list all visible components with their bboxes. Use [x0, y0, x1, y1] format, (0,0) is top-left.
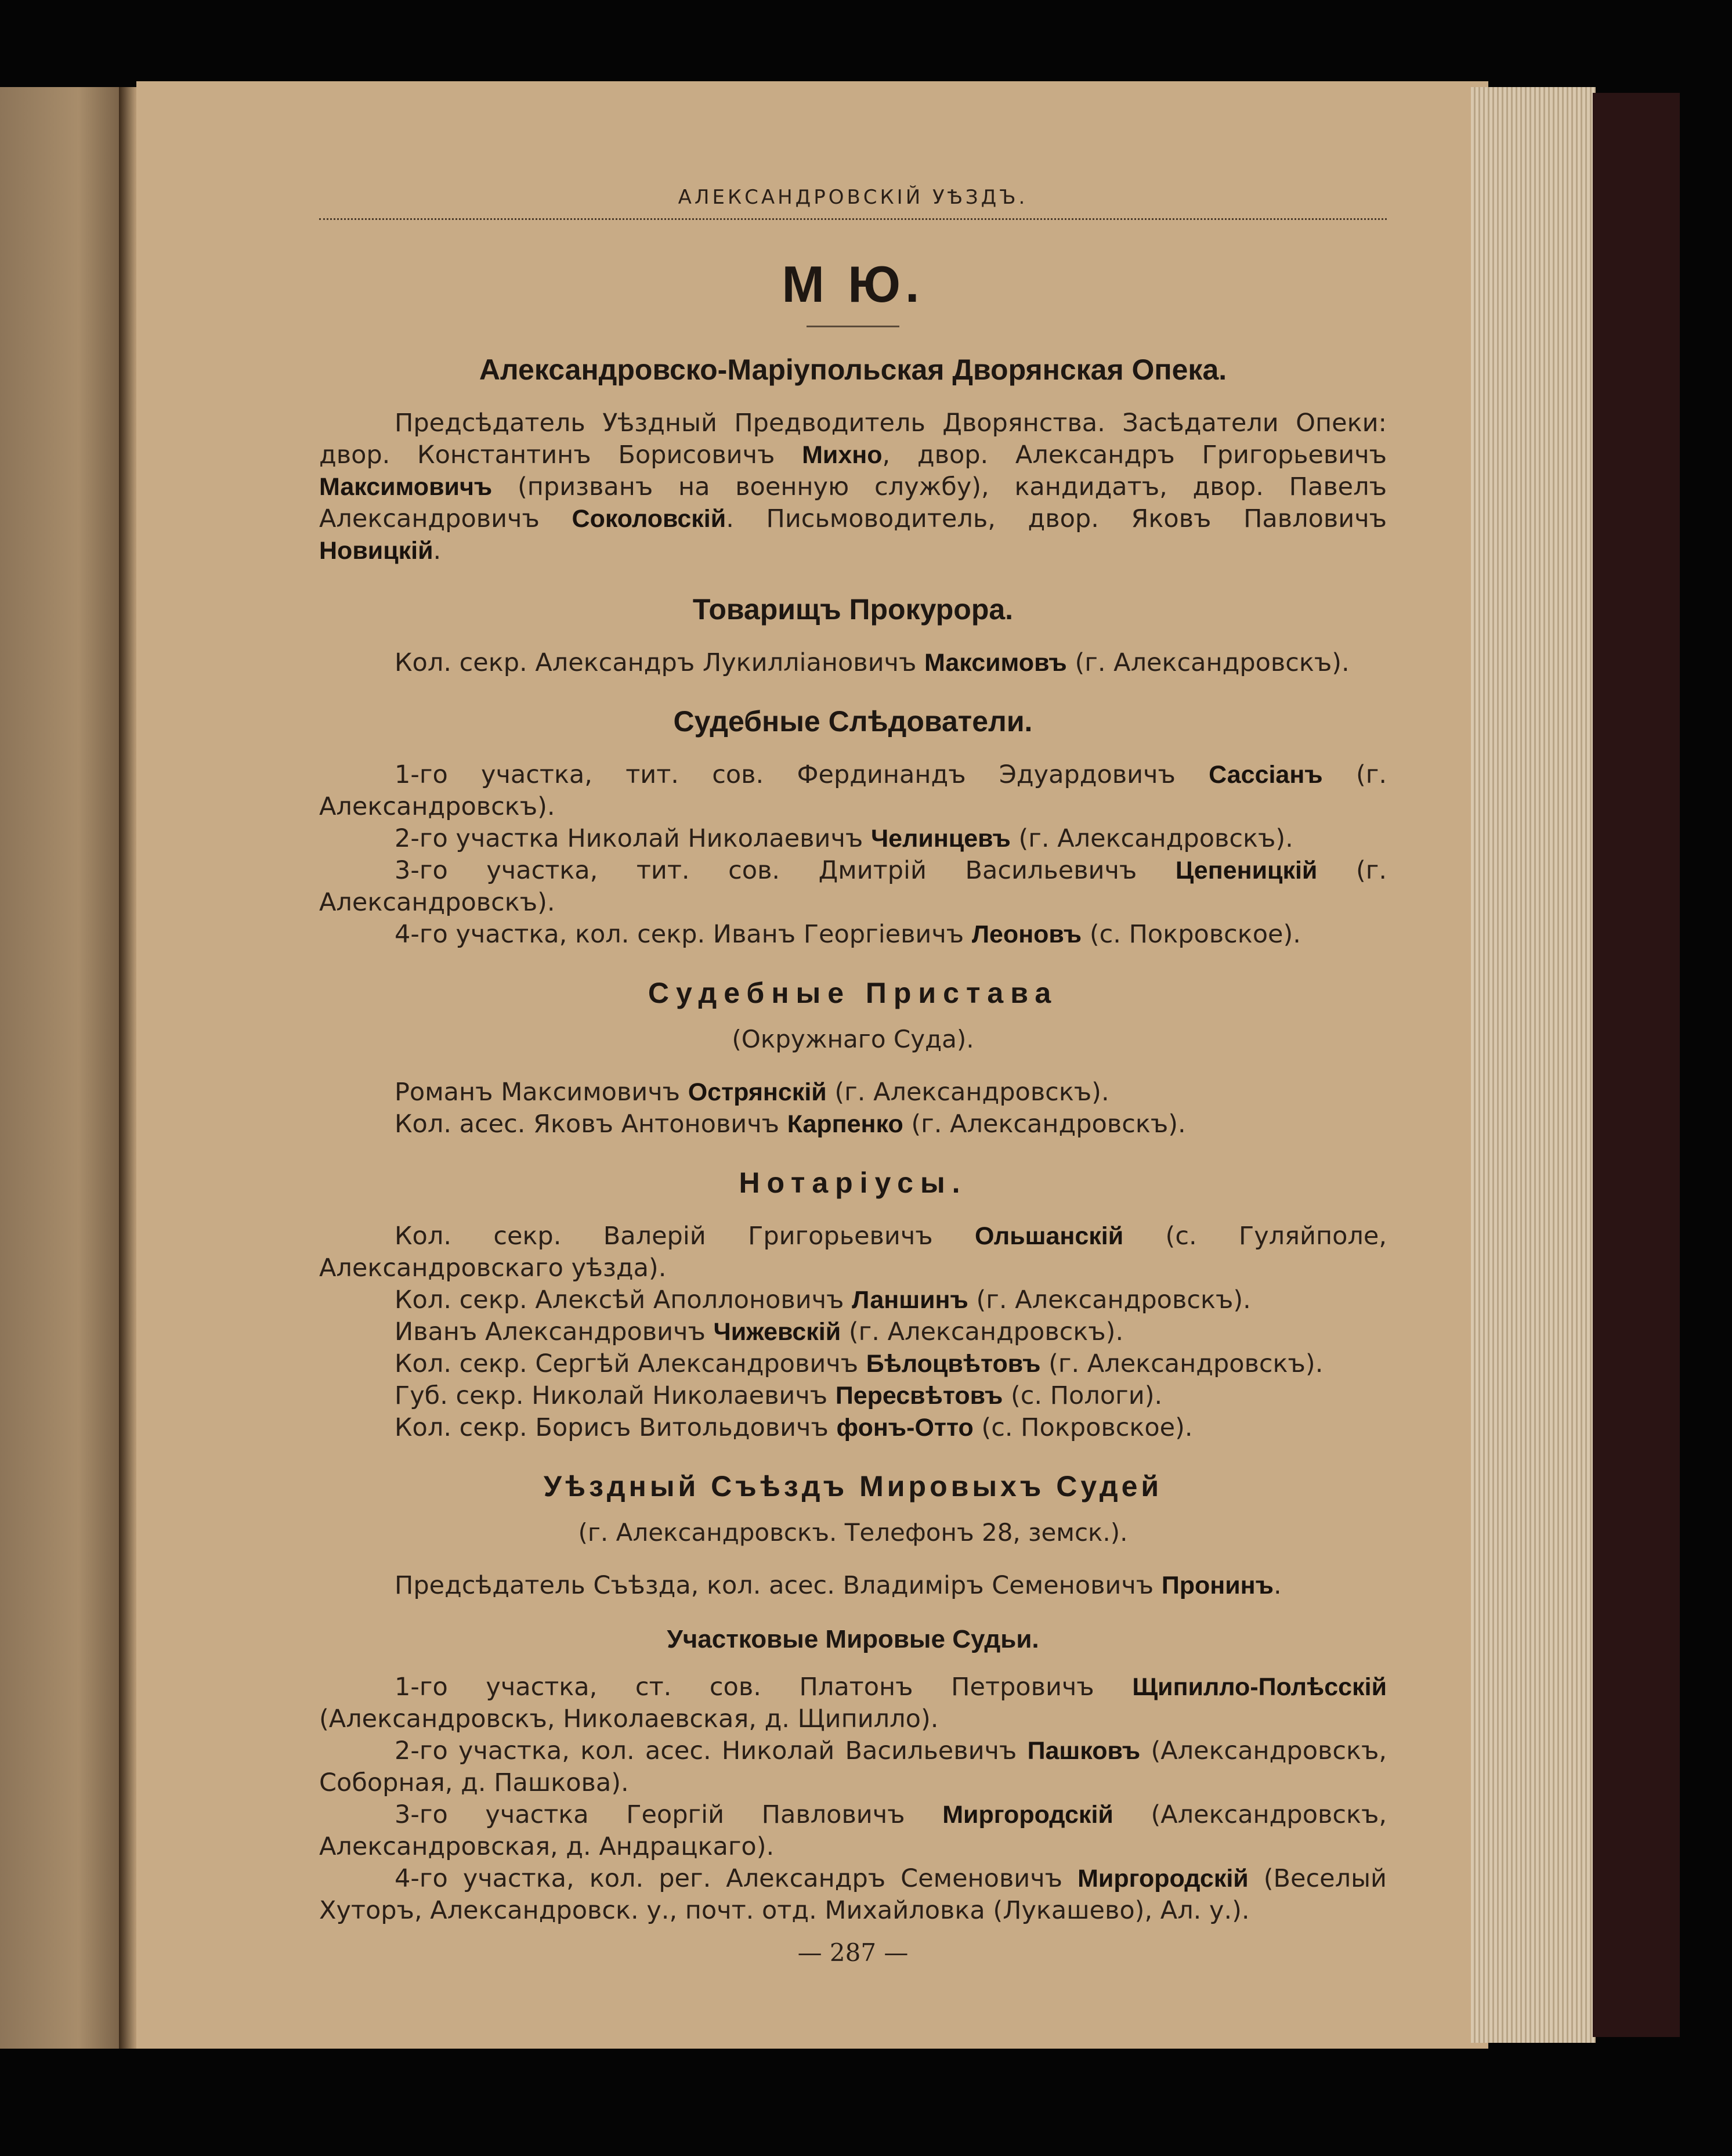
- notarius-entry: Иванъ Александровичъ Чижевскій (г. Александровскъ).: [395, 1317, 1124, 1346]
- book-cover: [1593, 93, 1680, 2037]
- pristav-entry: Романъ Максимовичъ Острянскій (г. Александровскъ).: [395, 1078, 1109, 1107]
- page-content: [319, 174, 1387, 1967]
- notarius-entry: Губ. секр. Николай Николаевичъ Пересвѣтовъ (с. Пологи).: [395, 1381, 1163, 1410]
- notarius-entry: Кол. секр. Сергѣй Александровичъ Бѣлоцвѣтовъ (г. Александровскъ).: [395, 1349, 1324, 1378]
- notarius-entry: Кол. секр. Алексѣй Аполлоновичъ Ланшинъ (г. Александровскъ).: [395, 1285, 1251, 1314]
- notarius-entry: Кол. секр. Борисъ Витольдовичъ фонъ-Отто (с. Покровское).: [395, 1413, 1193, 1442]
- prokuror-heading: Товарищъ Прокурора.: [692, 593, 1014, 626]
- sudya-entry: 3-го участка Георгій Павловичъ Миргородскій (Александровскъ, Александровская, д. Андрацкаго).: [319, 1800, 1387, 1861]
- page-edges: [1471, 87, 1596, 2043]
- notarius-entry: Кол. секр. Валерій Григорьевичъ Ольшанскій (с. Гуляйполе, Александровскаго уѣзда).: [319, 1222, 1387, 1283]
- sezd-chairman: Предсѣдатель Съѣзда, кол. асес. Владиміръ Семеновичъ Пронинъ.: [395, 1571, 1282, 1600]
- left-page: [0, 87, 131, 2049]
- pristava-heading: Судебные Пристава: [648, 977, 1058, 1009]
- sudi-heading: Участковые Мировые Судьи.: [667, 1625, 1039, 1653]
- sezd-subtitle: (г. Александровскъ. Телефонъ 28, земск.).: [578, 1518, 1128, 1547]
- sudya-entry: 1-го участка, ст. сов. Платонъ Петровичъ Щипилло-Полѣсскій (Александровскъ, Николаевская, д. Щипилло).: [319, 1673, 1387, 1734]
- pristav-entry: Кол. асес. Яковъ Антоновичъ Карпенко (г. Александровскъ).: [395, 1110, 1186, 1139]
- sledovatel-entry: 4-го участка, кол. секр. Иванъ Георгіевичъ Леоновъ (с. Покровское).: [395, 920, 1301, 949]
- opeka-heading: Александровско-Маріупольская Дворянская Опека.: [479, 353, 1227, 386]
- sledovateli-heading: Судебные Слѣдователи.: [673, 705, 1033, 738]
- page-number: — 287 —: [797, 1938, 909, 1967]
- running-head: АЛЕКСАНДРОВСКІЙ УѢЗДЪ.: [678, 186, 1028, 209]
- sezd-heading: Уѣздный Съѣздъ Мировыхъ Судей: [543, 1470, 1163, 1503]
- sudya-entry: 2-го участка, кол. асес. Николай Васильевичъ Пашковъ (Александровскъ, Соборная, д. Пашкова).: [319, 1736, 1387, 1797]
- pristava-subtitle: (Окружнаго Суда).: [732, 1025, 974, 1053]
- sledovatel-entry: 3-го участка, тит. сов. Дмитрій Васильевичъ Цепеницкій (г. Александровскъ).: [319, 856, 1387, 917]
- prokuror-entry: Кол. секр. Александръ Лукилліановичъ Максимовъ (г. Александровскъ).: [395, 648, 1350, 677]
- sledovatel-entry: 2-го участка Николай Николаевичъ Челинцевъ (г. Александровскъ).: [395, 824, 1293, 853]
- header-rule: [319, 212, 1387, 220]
- sledovatel-entry: 1-го участка, тит. сов. Фердинандъ Эдуардовичъ Сассіанъ (г. Александровскъ).: [319, 760, 1387, 821]
- ministry-heading: М Ю.: [782, 255, 924, 313]
- notariusy-heading: Нотаріусы.: [739, 1167, 967, 1199]
- sudya-entry: 4-го участка, кол. рег. Александръ Семеновичъ Миргородскій (Веселый Хуторъ, Александровск. у., почт. отд. Михайловка (Лукашево), Ал. у.).: [319, 1864, 1387, 1925]
- opeka-paragraph: Предсѣдатель Уѣздный Предводитель Дворянства. Засѣдатели Опеки: двор. Константинъ Борисовичъ Михно, двор. Александръ Григорьевичъ Максимовичъ (призванъ на военную службу), кандидатъ, двор. Павелъ Александровичъ Соколовскій. Письмоводитель, двор. Яковъ Павловичъ Новицкій.: [319, 409, 1387, 565]
- short-rule: [807, 326, 899, 327]
